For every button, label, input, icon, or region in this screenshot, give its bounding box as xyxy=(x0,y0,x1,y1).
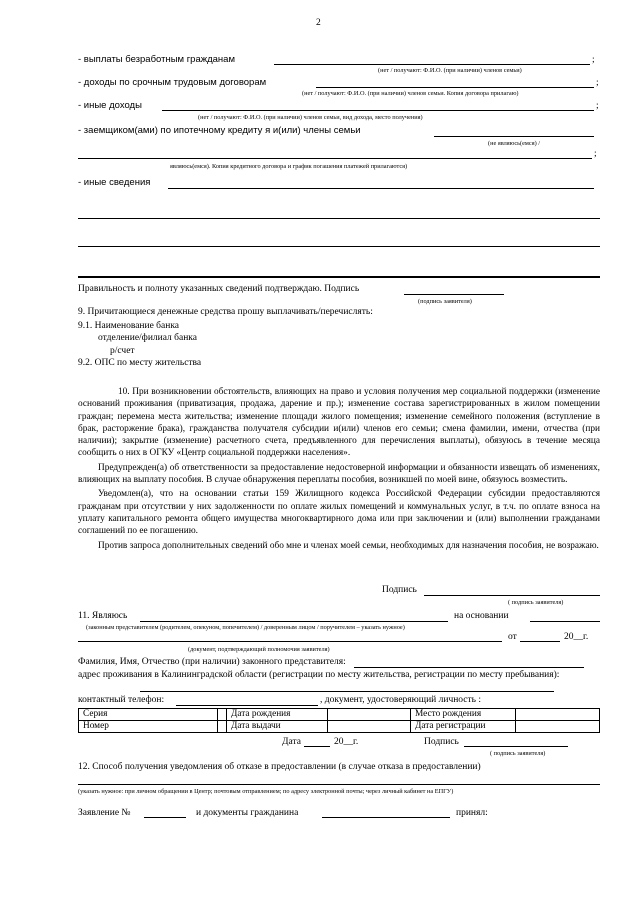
item10-p3: Уведомлен(а), что на основании статьи 159 Жилищного кодекса Российской Федерации субсидии предоставляются гражданам при отсутствии у них задолженности по оплате жилых помещений и коммунальных услуг, в т.ч. по оплате взноса на уплату капитального ремонта общего имущества многоквартирного дома или при заключении и (или) выполнении гражданами соглашений по ее погашению. xyxy=(78,489,600,537)
item10-block xyxy=(78,386,600,552)
mortgage-field-2[interactable] xyxy=(78,158,592,159)
reg-date-value[interactable] xyxy=(516,721,600,733)
item11-date-year: 20__г. xyxy=(334,737,359,747)
item12-title: 12. Способ получения уведомления об отказе в предоставлении (в случае отказа в предоставлении) xyxy=(78,762,481,772)
item10-p4: Против запроса дополнительных сведений обо мне и членах моей семьи, необходимых для назначения пособия, не возражаю. xyxy=(98,540,599,551)
item11-phone: контактный телефон: xyxy=(78,695,165,705)
statement-number-field[interactable] xyxy=(144,817,186,818)
number-label: Номер xyxy=(79,721,218,733)
item9-bank: 9.1. Наименование банка xyxy=(78,321,180,331)
birth-place-value[interactable] xyxy=(516,709,600,721)
other-info-field-2[interactable] xyxy=(78,218,600,219)
item12-field[interactable] xyxy=(78,784,600,785)
item9-ops: 9.2. ОПС по месту жительства xyxy=(78,358,202,368)
issue-date-value[interactable] xyxy=(328,721,411,733)
item11-address: адрес проживания в Калининградской области (регистрации по месту жительства, регистрации по месту пребывания): xyxy=(78,670,560,680)
series-value[interactable] xyxy=(218,709,227,721)
fixed-term-label: - доходы по срочным трудовым договорам xyxy=(78,77,267,88)
item11-basis: на основании xyxy=(454,611,509,621)
birth-date-value[interactable] xyxy=(328,709,411,721)
statement-label: Заявление № xyxy=(78,808,131,818)
fixed-term-hint: (нет / получают: Ф.И.О. (при наличии) членов семьи. Копия договора прилагаю) xyxy=(302,90,519,97)
item9-account: р/счет xyxy=(110,346,135,356)
unemployed-label: - выплаты безработным гражданам xyxy=(78,54,235,65)
page-number: 2 xyxy=(316,18,321,28)
item9-branch: отделение/филиал банка xyxy=(98,333,197,343)
issue-date-label: Дата выдачи xyxy=(227,721,328,733)
unemployed-hint: (нет / получают: Ф.И.О. (при наличии) членов семьи) xyxy=(378,67,522,74)
item11-doc: , документ, удостоверяющий личность : xyxy=(320,695,482,705)
mortgage-label: - заемщиком(ами) по ипотечному кредиту я и(или) члены семьи xyxy=(78,125,361,136)
documents-label: и документы гражданина xyxy=(196,808,299,818)
confirm-signature-field[interactable] xyxy=(404,294,504,295)
item11-phone-field[interactable] xyxy=(176,705,318,706)
item11-doc-field[interactable] xyxy=(78,641,502,642)
series-label: Серия xyxy=(79,709,218,721)
other-info-label: - иные сведения xyxy=(78,177,151,188)
item10-sign-label: Подпись xyxy=(382,585,417,595)
item11-address-field[interactable] xyxy=(140,691,554,692)
item9-title: 9. Причитающиеся денежные средства прошу выплачивать/перечислять: xyxy=(78,307,373,317)
item11-date-label: Дата xyxy=(282,737,301,747)
other-info-field[interactable] xyxy=(168,188,594,189)
item11-from: от xyxy=(508,632,517,642)
fixed-term-field[interactable] xyxy=(316,87,594,88)
item10-sign-field[interactable] xyxy=(424,595,600,596)
item12-hint: (указать нужное: при личном обращении в Центр; почтовым отправлением; по адресу электронной почты; через личный кабинет на ЕПГУ) xyxy=(78,788,454,795)
confirm-text: Правильность и полноту указанных сведений подтверждаю. Подпись xyxy=(78,284,360,294)
unemployed-field[interactable] xyxy=(274,64,590,65)
mortgage-field[interactable] xyxy=(434,136,594,137)
item11-sign-field[interactable] xyxy=(464,746,568,747)
item11-year: 20__г. xyxy=(564,632,589,642)
accepted-by-field[interactable] xyxy=(322,817,450,818)
item11-iam: 11. Являюсь xyxy=(78,611,128,621)
birth-date-label: Дата рождения xyxy=(227,709,328,721)
mortgage-hint-b: являюсь(емся). Копия кредитного договора и график погашения платежей прилагаются) xyxy=(170,163,408,170)
item11-fio-field[interactable] xyxy=(354,667,584,668)
item10-p2: Предупрежден(а) об ответственности за предоставление недостоверной информации и обязанности извещать об изменениях, влияющих на выплату пособия. В случае обнаружения переплаты пособия, возникшей по моей вине, обязуюсь возместить. xyxy=(78,462,600,486)
separator xyxy=(78,276,600,278)
item10-sign-hint: ( подпись заявителя) xyxy=(508,599,564,606)
confirm-hint: (подпись заявителя) xyxy=(418,298,472,305)
item11-role-field[interactable] xyxy=(140,621,448,622)
item11-hint1: (законным представителем (родителем, опекуном, попечителем) / доверенным лицом / поручителем – указать нужное) xyxy=(86,624,405,631)
item11-fio: Фамилия, Имя, Отчество (при наличии) законного представителя: xyxy=(78,657,346,667)
reg-date-label: Дата регистрации xyxy=(411,721,516,733)
item11-sign-label: Подпись xyxy=(424,737,459,747)
other-income-label: - иные доходы xyxy=(78,100,142,111)
number-value[interactable] xyxy=(218,721,227,733)
other-income-field[interactable] xyxy=(162,110,594,111)
id-document-table xyxy=(78,708,600,733)
accepted-label: принял: xyxy=(456,808,488,818)
item10-p1: 10. При возникновении обстоятельств, влияющих на право и условия получения мер социальной поддержки (изменение оснований проживания (приватизация, продажа, дарение и пр.); изменение состава зарегистрированных в жилом помещении граждан; перемена места жительства; изменение площади жилого помещения; изменение семейного положения (вступление в брак, расторжение брака), гражданства получателя субсидии и(или) членов его семьи; смена фамилии, имени, отчества (при наличии); закрытие (изменение) расчетного счета, предъявленного для перечисления выплаты), обязуюсь в течение месяца сообщить о них в ОГКУ «Центр социальной поддержки населения». xyxy=(78,387,600,459)
item11-hint2: (документ, подтверждающий полномочия заявителя) xyxy=(188,646,330,653)
birth-place-label: Место рождения xyxy=(411,709,516,721)
mortgage-hint-a: (не являюсь(емся) / xyxy=(488,140,541,147)
item11-date-day[interactable] xyxy=(304,746,330,747)
item11-basis-field[interactable] xyxy=(530,621,600,622)
item11-sign-hint: ( подпись заявителя) xyxy=(490,750,546,757)
other-info-field-3[interactable] xyxy=(78,246,600,247)
other-income-hint: (нет / получают: Ф.И.О. (при наличии) членов семьи, вид дохода, место получения) xyxy=(198,114,423,121)
item11-date-field[interactable] xyxy=(520,641,560,642)
